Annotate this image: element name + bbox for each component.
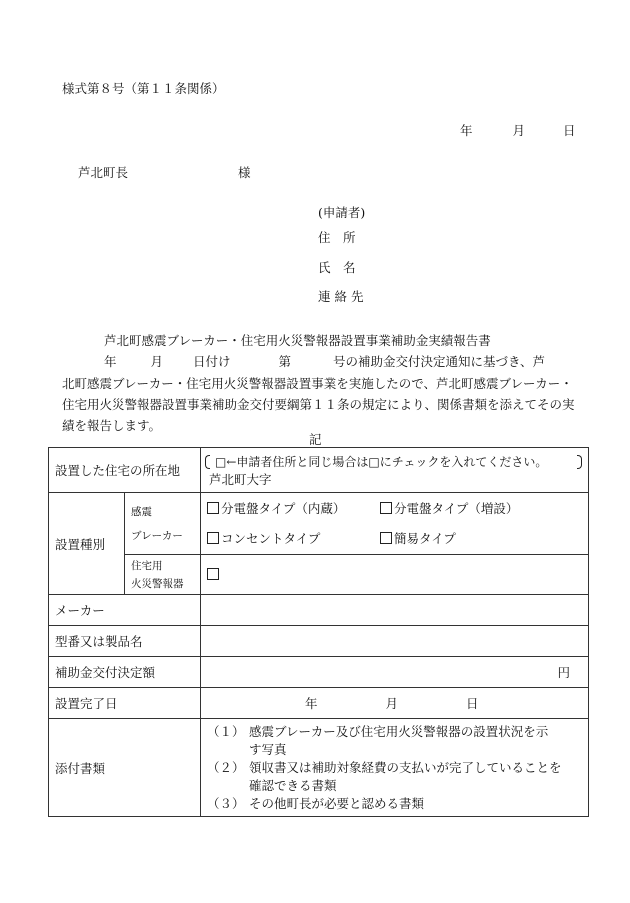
ki-heading: 記: [309, 432, 322, 447]
date-month: 月: [512, 123, 525, 138]
type-label: 設置種別: [49, 493, 125, 595]
addressee: 芦北町長: [78, 165, 129, 180]
model-field[interactable]: [201, 626, 589, 657]
location-row: [49, 448, 589, 493]
alarm-checkbox[interactable]: [207, 568, 219, 580]
submission-date: [460, 121, 575, 139]
alarm-label-2: 火災警報器: [131, 577, 184, 590]
date-day: 日: [562, 123, 576, 138]
applicant-label: (申請者): [318, 205, 366, 220]
body-month: 月: [150, 354, 163, 369]
location-label: 設置した住宅の所在地: [49, 448, 201, 493]
maker-label: メーカー: [49, 595, 201, 626]
amount-field[interactable]: [201, 657, 589, 688]
applicant-contact-label: 連 絡 先: [318, 289, 364, 304]
report-table: [48, 447, 589, 817]
option-simple-checkbox[interactable]: 簡易タイプ: [380, 524, 456, 554]
option-outlet-checkbox[interactable]: コンセントタイプ: [207, 524, 380, 554]
done-date-field[interactable]: 年 月 日: [201, 688, 589, 719]
body-dai: 第: [278, 354, 291, 369]
report-title: 芦北町感震ブレーカー・住宅用火災警報器設置事業補助金実績報告書: [104, 333, 491, 348]
amount-unit: 円: [557, 665, 571, 680]
breaker-label-2: ブレーカー: [131, 529, 183, 542]
breaker-label-1: 感震: [131, 505, 152, 518]
applicant-name-label: 氏 名: [318, 260, 356, 275]
body-go: 号の補助金交付決定通知に基づき、芦: [332, 354, 545, 369]
maker-field[interactable]: [201, 595, 589, 626]
report-body: 北町感震ブレーカー・住宅用火災警報器設置事業を実施したので、芦北町感震ブレーカー・住宅用火災警報器設置事業補助金交付要綱第１１条の規定により、関係書類を添えてその実績を報告します。: [62, 376, 575, 433]
form-number: 様式第８号（第１１条関係）: [62, 81, 225, 96]
option-addon-checkbox[interactable]: 分電盤タイプ（増設）: [380, 494, 518, 524]
amount-label: 補助金交付決定額: [49, 657, 201, 688]
alarm-label-1: 住宅用: [131, 559, 163, 572]
date-year: 年: [460, 123, 473, 138]
location-value: 芦北町大字: [209, 472, 272, 487]
done-label: 設置完了日: [49, 688, 201, 719]
body-date: 日付け: [192, 354, 231, 369]
location-note: □←申請者住所と同じ場合は□にチェックを入れてください。: [205, 452, 582, 472]
attachment-list: （１） 感震ブレーカー及び住宅用火災警報器の設置状況を示 す写真 （２） 領収書又は補助対象経費の支払いが完了していることを 確認できる書類 （３） その他町長が必要と認める書類: [201, 719, 589, 817]
body-year: 年: [104, 354, 117, 369]
model-label: 型番又は製品名: [49, 626, 201, 657]
applicant-address-label: 住 所: [318, 230, 356, 245]
report-body-line1: [104, 352, 545, 370]
attach-label: 添付書類: [49, 719, 201, 817]
honorific: 様: [238, 165, 251, 180]
option-builtin-checkbox[interactable]: 分電盤タイプ（内蔵）: [207, 494, 380, 524]
